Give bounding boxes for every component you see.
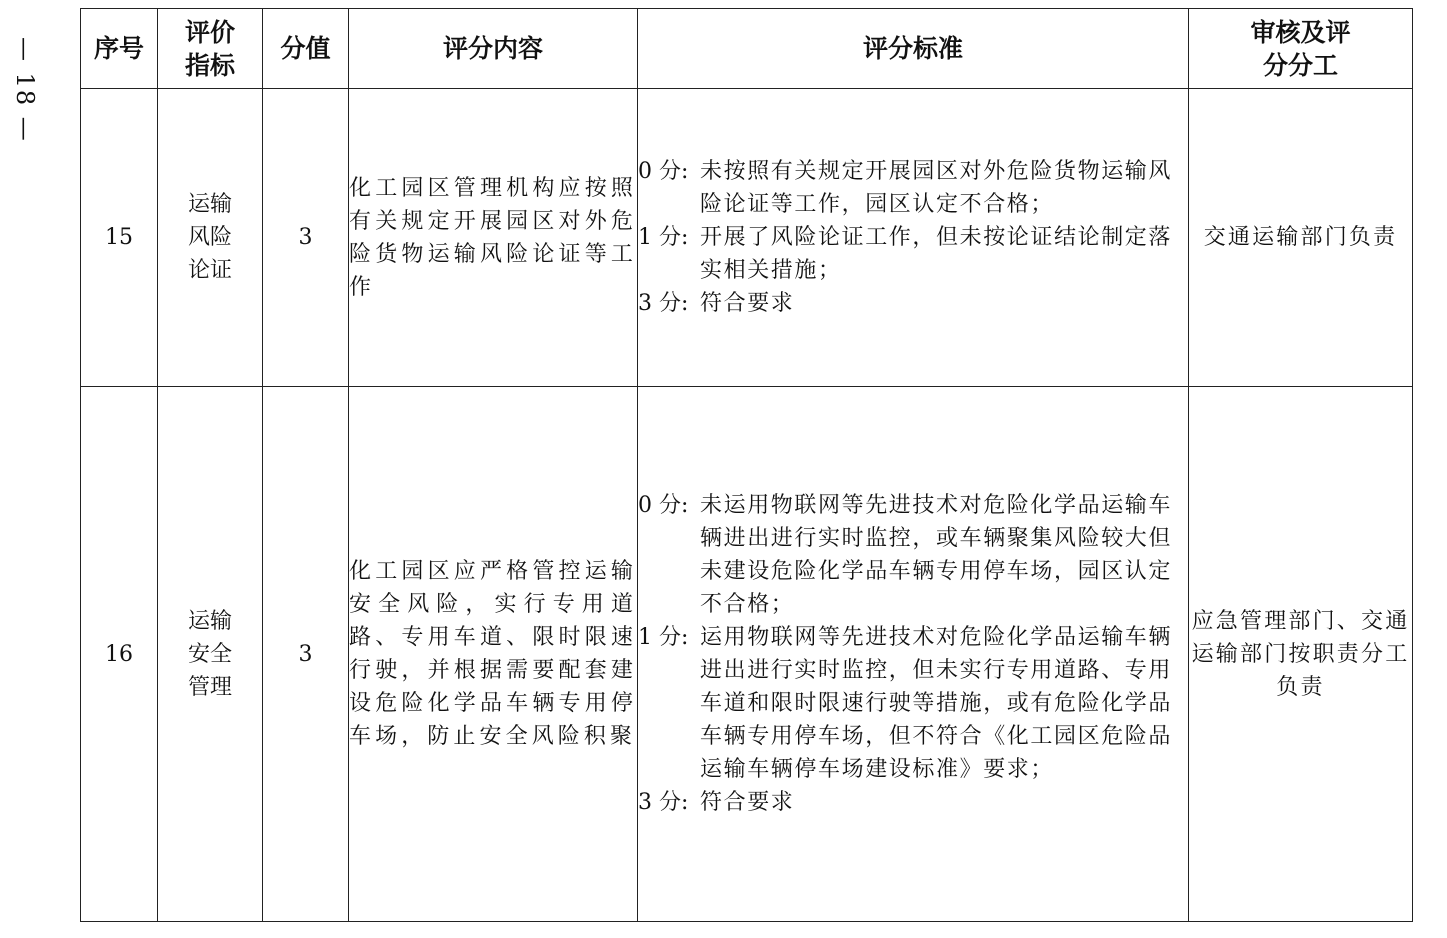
- row-criteria: [638, 387, 1189, 922]
- criteria-item: 3 分: 符合要求: [638, 790, 795, 815]
- row-dept: 交通运输部门负责: [1189, 89, 1413, 387]
- row-seq: 16: [81, 387, 158, 922]
- row-seq: 15: [81, 89, 158, 387]
- criteria-item: 0 分: 未按照有关规定开展园区对外危险货物运输风险论证等工作，园区认定不合格；: [638, 159, 1173, 217]
- header-score: 分值: [263, 9, 349, 89]
- row-score: 3: [263, 387, 349, 922]
- row-content: 化工园区应严格管控运输安全风险，实行专用道路、专用车道、限时限速行驶，并根据需要配套建设危险化学品车辆专用停车场，防止安全风险积聚: [349, 387, 638, 922]
- header-seq: 序号: [81, 9, 158, 89]
- evaluation-table: [80, 8, 1413, 922]
- row-indicator: 运输风险论证: [158, 89, 263, 387]
- table-header-row: [81, 9, 1413, 89]
- header-content: 评分内容: [349, 9, 638, 89]
- row-score: 3: [263, 89, 349, 387]
- header-criteria: 评分标准: [638, 9, 1189, 89]
- row-dept: 应急管理部门、交通运输部门按职责分工负责: [1189, 387, 1413, 922]
- page-number: — 18 —: [11, 37, 39, 143]
- header-review: 审核及评分分工: [1189, 9, 1413, 89]
- row-content: 化工园区管理机构应按照有关规定开展园区对外危险货物运输风险论证等工作: [349, 89, 638, 387]
- header-indicator: 评价指标: [158, 9, 263, 89]
- criteria-item: 0 分: 未运用物联网等先进技术对危险化学品运输车辆进出进行实时监控，或车辆聚集风险较大但未建设危险化学品车辆专用停车场，园区认定不合格；: [638, 493, 1173, 617]
- criteria-item: 1 分: 运用物联网等先进技术对危险化学品运输车辆进出进行实时监控，但未实行专用道路、专用车道和限时限速行驶等措施，或有危险化学品车辆专用停车场，但不符合《化工园区危险品运输车辆停车场建设标准》要求；: [638, 625, 1173, 782]
- criteria-item: 3 分: 符合要求: [638, 291, 795, 316]
- table-row: [81, 387, 1413, 922]
- row-criteria: [638, 89, 1189, 387]
- criteria-item: 1 分: 开展了风险论证工作，但未按论证结论制定落实相关措施；: [638, 225, 1173, 283]
- row-indicator: 运输安全管理: [158, 387, 263, 922]
- table-row: [81, 89, 1413, 387]
